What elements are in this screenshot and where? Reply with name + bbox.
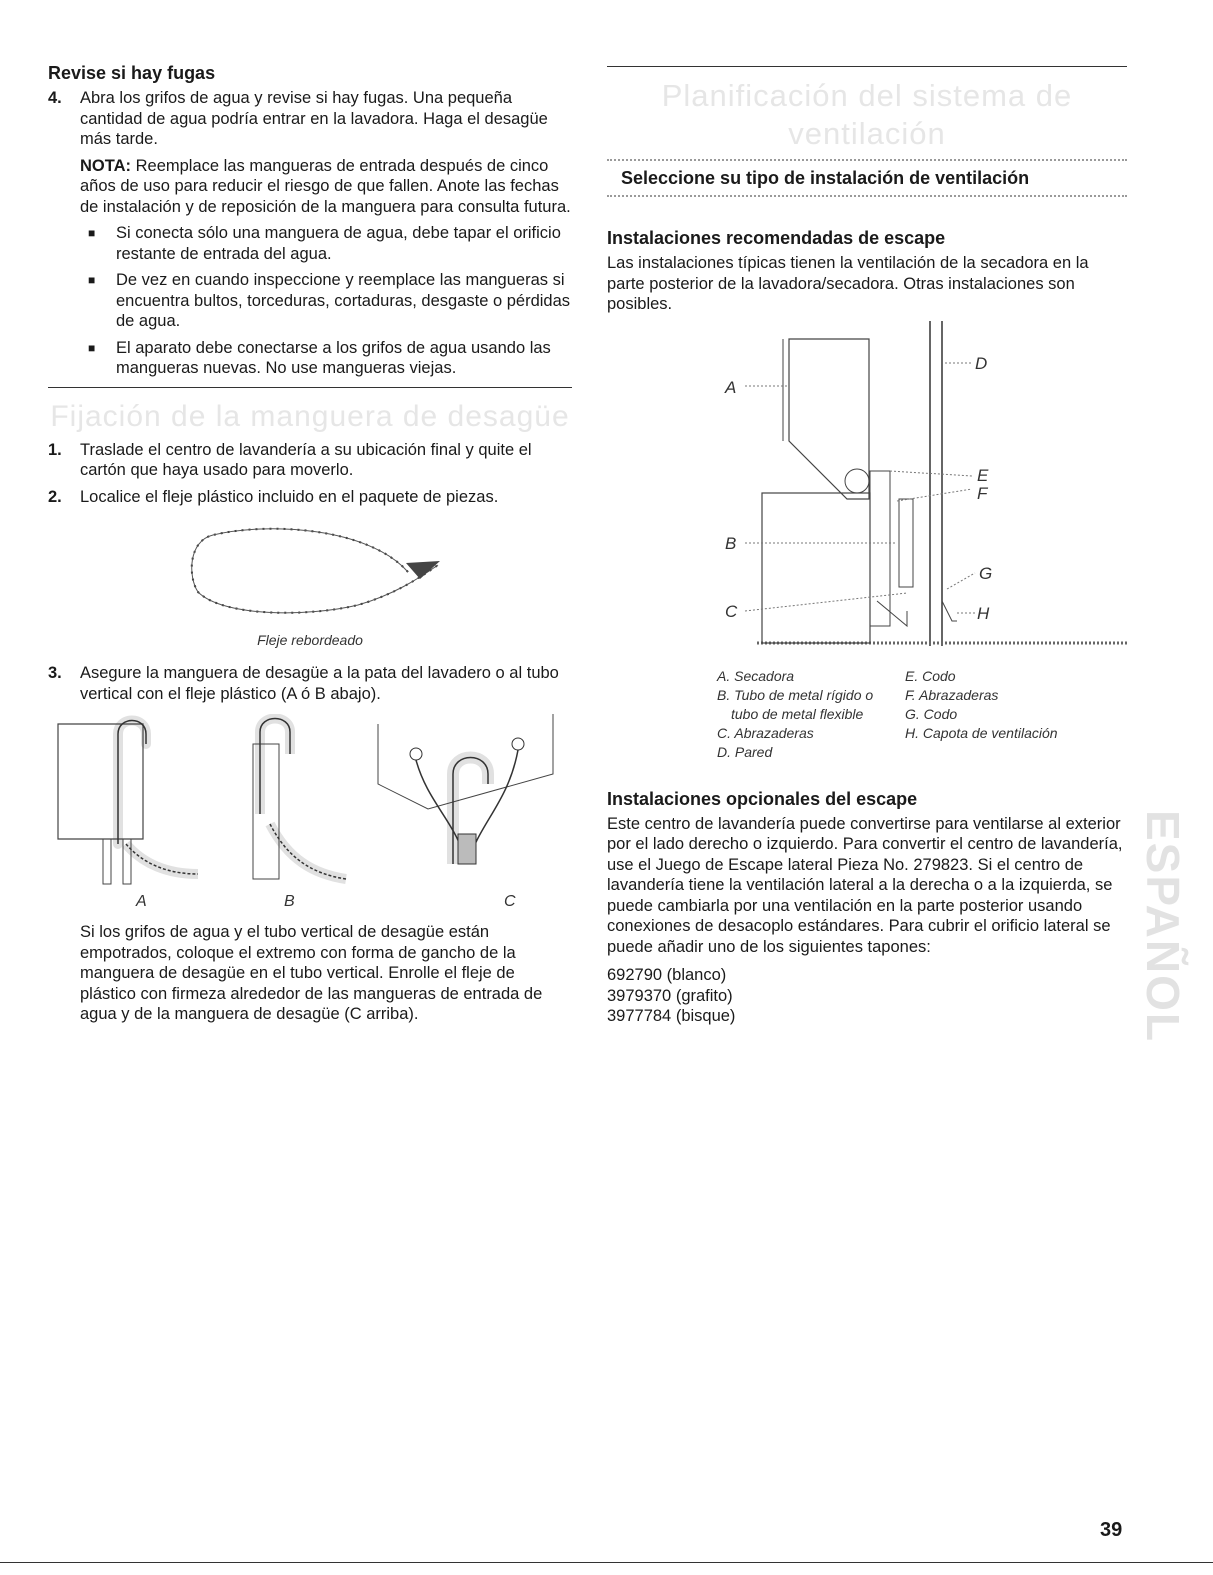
step-2: 2. Localice el fleje plástico incluido en el paquete de piezas. (48, 487, 499, 506)
part-number: 3977784 (bisque) (607, 1007, 736, 1025)
page-number: 39 (1100, 1519, 1123, 1541)
note-paragraph (80, 156, 572, 218)
diagram-label-a: A (725, 377, 737, 397)
closing-paragraph: Si los grifos de agua y el tubo vertical de desagüe están empotrados, coloque el extremo con forma de gancho de la manguera de desagüe en el tubo vertical. Enrolle el fleje de plástico con firmeza alrededor de las mangueras de entrada de agua y de la manguera de desagüe (C arriba). (80, 923, 543, 1023)
top-rule (607, 66, 1127, 67)
figure-label-a: A (136, 893, 147, 910)
section-divider (48, 387, 572, 388)
step-number: 4. (48, 89, 62, 107)
section-title-leaks: Revise si hay fugas (48, 63, 216, 83)
recommended-text: Las instalaciones típicas tienen la ventilación de la secadora en la parte posterior de la lavadora/secadora. Otras instalaciones son posibles. (607, 254, 1089, 313)
optional-text: Este centro de lavandería puede convertirse para ventilarse al exterior por el lado derecho o izquierdo. Para convertir el centro de lavandería, use el Juego de Escape lateral Pieza No. 279823. Si el centro de lavandería tiene la ventilación lateral a la derecha o a la izquierda, se puede cambiarla por una ventilación en la parte posterior usando conexiones de desacoplo estándares. Para cubrir el orificio lateral se puede añadir uno de los siguientes tapones: (607, 814, 1123, 956)
strap-caption: Fleje rebordeado (257, 632, 363, 648)
bullet-square-icon: ■ (88, 340, 96, 355)
beaded-strap-illustration (48, 517, 572, 627)
step-text: Abra los grifos de agua y revise si hay fugas. Una pequeña cantidad de agua podría entrar en la lavadora. Haga el desagüe más tarde. (80, 89, 548, 148)
step-3: 3. Asegure la manguera de desagüe a la pata del lavadero o al tubo vertical con el fleje plástico (A ó B abajo). (48, 664, 559, 703)
figure-c-illustration (378, 714, 553, 910)
left-column (48, 62, 572, 1031)
step-1: 1. Traslade el centro de lavandería a su ubicación final y quite el cartón que haya usado para moverlo. (48, 440, 532, 479)
diagram-legend (717, 667, 1127, 762)
part-number: 692790 (blanco) (607, 966, 727, 984)
bullet-square-icon: ■ (88, 273, 96, 287)
bullet-item: ■ De vez en cuando inspeccione y reemplace las mangueras si encuentra bultos, torceduras, cortaduras, desgaste o pérdidas de agua. (88, 271, 571, 330)
part-number: 3979370 (grafito) (607, 986, 733, 1005)
diagram-label-c: C (725, 601, 738, 621)
step-4 (48, 88, 572, 150)
drain-hose-figures (48, 714, 572, 914)
note-label: NOTA: (80, 156, 132, 175)
legend-column-right: E. Codo F. Abrazaderas G. Codo H. Capota de ventilación (905, 667, 1058, 741)
diagram-label-d: D (975, 353, 988, 373)
optional-title: Instalaciones opcionales del escape (607, 788, 918, 809)
figure-a-illustration (58, 721, 198, 911)
bullet-item: ■ El aparato debe conectarse a los grifos de agua usando las mangueras nuevas. No use mangueras viejas. (88, 338, 551, 377)
recommended-title: Instalaciones recomendadas de escape (607, 228, 946, 248)
dotted-rule (607, 159, 1127, 161)
subsection-title: Seleccione su tipo de instalación de ventilación (621, 168, 1030, 188)
section-title-drain-hose: Fijación de la manguera de desagüe (50, 399, 570, 433)
bullet-item: ■ Si conecta sólo una manguera de agua, debe tapar el orificio restante de entrada del agua. (88, 224, 561, 263)
bottom-rule (0, 1562, 1213, 1563)
note-text: Reemplace las mangueras de entrada después de cinco años de uso para reducir el riesgo de que fallen. Anote las fechas de instalación y de reposición de la manguera para consulta futura. (80, 156, 571, 216)
dotted-rule (607, 195, 1127, 197)
diagram-label-e: E (977, 465, 989, 485)
diagram-label-b: B (725, 533, 737, 553)
vent-diagram (607, 321, 1127, 661)
diagram-label-g: G (979, 563, 993, 583)
figure-label-b: B (284, 893, 295, 910)
diagram-label-f: F (977, 483, 988, 503)
right-column (607, 66, 1127, 1033)
legend-column-left: A. Secadora B. Tubo de metal rígido o tubo de metal flexible C. Abrazaderas D. Pared (717, 667, 874, 760)
language-side-tab: ESPAÑOL (1137, 810, 1189, 1043)
diagram-label-h: H (977, 603, 990, 623)
section-title-vent: Planificación del sistema de ventilación (661, 78, 1073, 151)
figure-b-illustration (253, 719, 346, 911)
bullet-square-icon: ■ (88, 226, 96, 240)
figure-label-c: C (504, 893, 516, 910)
